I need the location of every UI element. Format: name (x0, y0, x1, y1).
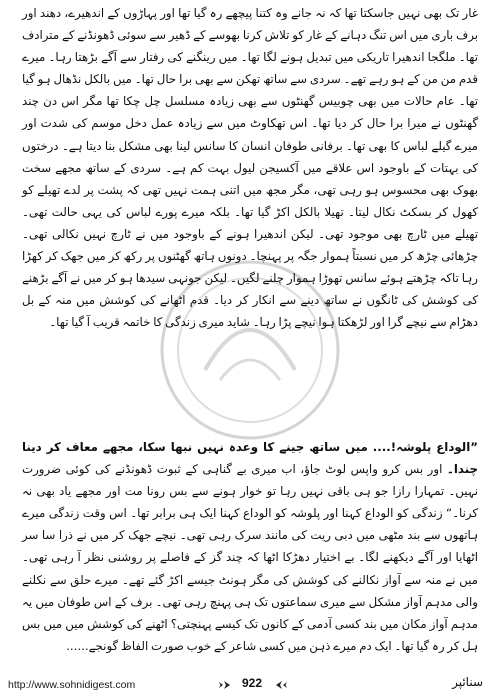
farewell-quote: ”الوداع پلوشہ!.... میں ساتھ جینے کا وعدہ نہیں نبھا سکا، مجھے معاف کر دینا چندا۔ (22, 440, 479, 477)
page-number: 922 (241, 676, 263, 690)
body-paragraph-2 (22, 436, 478, 657)
footer-website-link[interactable]: http://www.sohnidigest.com (8, 679, 136, 691)
ornament-right-icon (276, 681, 288, 689)
body-paragraph-2-text: اور بس کرو واپس لوٹ جاؤ، اب میری بے گناہی کے ثبوت ڈھونڈنے کی کوئی ضرورت نہیں۔ تمہارا رازا جو ہی باقی نہیں رہا تو خوار ہونے سے بس رونا مت اور مجھے یاد بھی نہ کرنا۔“ زندگی کو الوداع کہنا اور پلوشہ کو الوداع کہنا ایک ہی برابر تھا۔ اس وقت زندگی میرے ہاتھوں سے بند مٹھی میں دبی ریت کی مانند سرک رہی تھی۔ نیچے جھک کر میں نے ذرا سا سر اٹھایا اور آگے دیکھنے لگا۔ بے اختیار دھڑکا اٹھا کہ چند گز کے فاصلے پر روشنی نظر آ رہی تھی۔ میں نے منہ سے آواز نکالنے کی کوشش کی مگر ہونٹ جیسے اکڑ گئے تھے۔ میرے حلق سے نکلنے والی مدہم آواز مشکل سے میری سماعتوں تک ہی پہنچ رہی تھی۔ برف کے اس طوفان میں یہ مدہم آواز مکان میں بند کسی آدمی کے کانوں تک کیسے پہنچتی؟ اٹھنے کی کوشش میں میں بس ہل کر رہ گیا تھا۔ ایک دم میرے ذہن میں کسی شاعر کے خوب صورت الفاظ گونجے...... (22, 462, 478, 653)
ornament-left-icon (218, 681, 230, 689)
body-paragraph-1: غار تک بھی نہیں جاسکتا تھا کہ نہ جانے وہ کتنا پیچھے رہ گیا تھا اور پہاڑوں کے اندھیرے، دھند اور برف باری میں اس تنگ دہانے کے غار کو تلاش کرنا بھوسے کے ڈھیر سے سوئی ڈھونڈنے کے مترادف تھا۔ ملگجا اندھیرا تاریکی میں تبدیل ہونے لگا تھا۔ میں رینگنے کی رفتار سے آگے بڑھتا رہا۔ میرے قدم من من کے ہو رہے تھے۔ سردی سے ساتھ تھکن سے بھی برا حال تھا۔ میں بالکل نڈھال ہو گیا تھا۔ عام حالات میں بھی چوبیس گھنٹوں سے بھی زیادہ مسلسل چل چکا تھا مگر اس دن چند گھنٹوں نے میرا برا حال کر دیا تھا۔ اس تھکاوٹ میں سے زیادہ عمل دخل موسم کی شدت اور میرے گیلے لباس کا بھی تھا۔ برفانی طوفان انسان کا سانس لینا بھی مشکل بنا دیتا ہے۔ درختوں کی بہتات کے باوجود اس علاقے میں آکسیجن لیول بہت کم ہے۔ سردی کے ساتھ مجھے سخت بھوک بھی محسوس ہو رہی تھی، مگر مجھ میں اتنی ہمت نہیں تھی کہ پشت پر لدے تھیلے کو کھول کر بسکٹ نکال لیتا۔ تھیلا بالکل اکڑ گیا تھا۔ بلکہ میرے پورے لباس کی یہی حالت تھی۔ تھیلے میں ٹارچ بھی موجود تھی۔ لیکن اندھیرا ہونے کے باوجود میں نے ٹارچ نہیں نکالی تھی۔ چڑھائی چڑھ کر میں نسبتاً ہموار جگہ پر پہنچا۔ دونوں ہاتھ گھٹنوں پر رکھ کر میں جھک کر کھڑا رہا تاکہ چڑھتے ہوئے سانس تھوڑا ہموار چلنے لگیں۔ لیکن جونہی سیدھا ہو کر میں نے آگے بڑھنے کی کوشش کی ٹانگوں نے ساتھ دینے سے انکار کر دیا۔ قدم اٹھانے کی کوشش میں منہ کے بل دھڑام سے نیچے گرا اور لڑھکتا ہوا نیچے پڑا رہا۔ شاید میری زندگی کا خاتمہ قریب آ گیا تھا۔ (22, 6, 478, 330)
page-footer (0, 667, 499, 699)
magazine-title: سنائپر (452, 675, 483, 689)
